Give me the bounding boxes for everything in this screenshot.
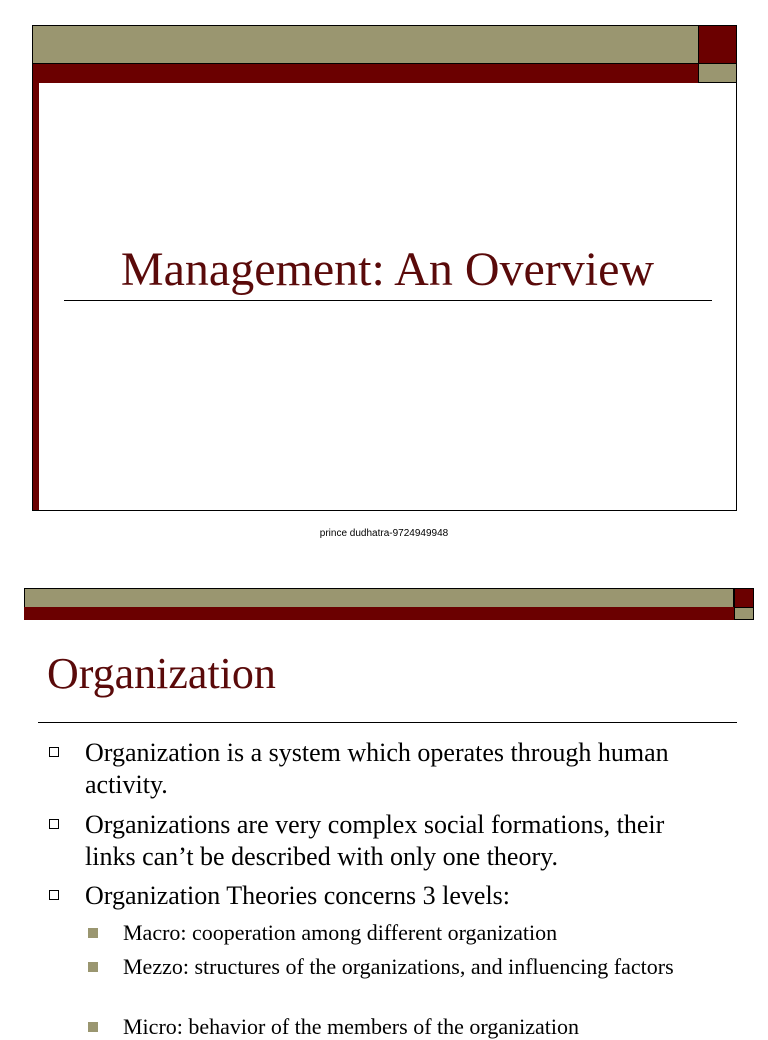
filled-square-bullet-icon	[88, 962, 98, 972]
slide-1-corner-maroon-square	[698, 26, 736, 64]
sub-bullet-text: Micro: behavior of the members of the organization	[123, 1014, 579, 1039]
slide-2-title-underline	[38, 722, 737, 723]
filled-square-bullet-icon	[88, 1022, 98, 1032]
slide-1-corner-olive-square	[698, 64, 736, 83]
bullet-text: Organization Theories concerns 3 levels:	[85, 881, 511, 910]
slide-2-header-maroon-bar	[24, 607, 734, 620]
sub-bullet-text: Mezzo: structures of the organizations, and influencing factors	[123, 954, 674, 979]
slide-1-title: Management: An Overview	[120, 243, 655, 296]
sub-bullet-item	[88, 920, 708, 946]
slide-1-header-maroon-bar	[33, 64, 698, 83]
slide-2-header-olive-bar	[24, 588, 734, 608]
slide-2-title: Organization	[47, 649, 276, 698]
slide-footer: prince dudhatra-9724949948	[319, 528, 449, 539]
bullet-item	[49, 737, 709, 801]
hollow-square-bullet-icon	[49, 819, 59, 829]
slide-1-title-underline	[64, 300, 712, 301]
sub-bullet-item	[88, 1014, 708, 1039]
sub-bullet-item	[88, 954, 708, 1006]
slide-1-left-accent-bar	[33, 83, 39, 510]
filled-square-bullet-icon	[88, 928, 98, 938]
bullet-text: Organization is a system which operates through human activity.	[85, 738, 669, 799]
slide-2-corner-maroon-square	[734, 588, 754, 608]
hollow-square-bullet-icon	[49, 747, 59, 757]
slide-2-corner-olive-square	[734, 607, 754, 620]
hollow-square-bullet-icon	[49, 890, 59, 900]
bullet-item	[49, 809, 709, 873]
bullet-text: Organizations are very complex social formations, their links can’t be described with only one theory.	[85, 810, 665, 871]
bullet-item	[49, 880, 709, 912]
sub-bullet-text: Macro: cooperation among different organization	[123, 920, 558, 945]
slide-1-header-olive-bar	[33, 26, 698, 64]
